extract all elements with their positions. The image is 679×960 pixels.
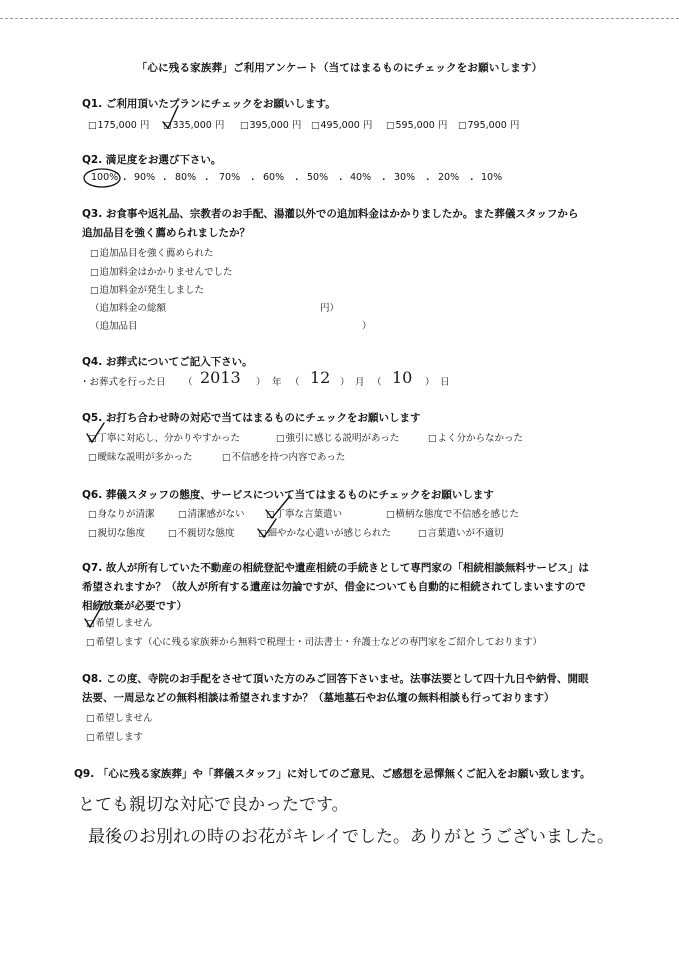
q2-separator: ・: [120, 175, 130, 186]
q1-option-795000[interactable]: □795,000 円: [458, 120, 520, 131]
q9-answer-line2: 最後のお別れの時のお花がキレイでした。ありがとうございました。: [88, 827, 614, 847]
q7-option-no[interactable]: □希望しません: [86, 618, 153, 629]
q6-option-unclean[interactable]: □清潔感がない: [178, 509, 245, 520]
q6-option-kind[interactable]: □親切な態度: [88, 528, 146, 539]
q4-month-close: ）: [340, 377, 350, 388]
q6-option-unkind[interactable]: □不親切な態度: [168, 528, 235, 539]
q4-month-value: 12: [310, 368, 331, 387]
q1-option-595000[interactable]: □595,000 円: [386, 120, 448, 131]
q6-option-polite-speech[interactable]: □丁寧な言葉遣い: [266, 509, 343, 520]
q3-option-extra-charged[interactable]: □追加料金が発生しました: [90, 285, 205, 296]
q8-option-yes[interactable]: □希望します: [86, 732, 144, 743]
q2-option-40[interactable]: 40%: [350, 172, 372, 183]
q8-label-line1: Q8. この度、寺院のお手配をさせて頂いた方のみご回答下さいませ。法事法要として四十九日や納骨、開眼: [82, 673, 589, 685]
q5-option-vague[interactable]: □曖昧な説明が多かった: [88, 452, 193, 463]
q5-option-pushy[interactable]: □強引に感じる説明があった: [276, 433, 400, 444]
q9-label: Q9. 「心に残る家族葬」や「葬儀スタッフ」に対してのご意見、ご感想を忌憚無くご記入をお願い致します。: [74, 768, 591, 780]
survey-title: 「心に残る家族葬」ご利用アンケート（当てはまるものにチェックをお願いします）: [136, 62, 543, 74]
q4-label: Q4. お葬式についてご記入下さい。: [82, 356, 253, 368]
q1-option-495000[interactable]: □495,000 円: [311, 120, 373, 131]
q7-label-line3: 相続放棄が必要です）: [82, 600, 187, 612]
q7-label-line1: Q7. 故人が所有していた不動産の相続登記や遺産相続の手続きとして専門家の「相続相談無料サービス」は: [82, 562, 589, 574]
q9-answer-line1: とても親切な対応で良かったです。: [78, 795, 349, 815]
q8-label-line2: 法要、一周忌などの無料相談は希望されますか？（墓地墓石やお仏壇の無料相談も行っております）: [82, 692, 555, 704]
q5-option-distrust[interactable]: □不信感を持つ内容であった: [222, 452, 346, 463]
q3-total-unit: 円）: [320, 303, 340, 314]
q4-day-close: ）: [425, 377, 435, 388]
q7-label-line2: 希望されますか？（故人が所有する遺産は勿論ですが、借金についても自動的に相続されてしまいますので: [82, 581, 586, 593]
q5-option-polite[interactable]: □丁寧に対応し、分かりやすかった: [88, 433, 241, 444]
q2-separator: ・: [292, 175, 302, 186]
q2-separator: ・: [202, 175, 212, 186]
q8-option-no[interactable]: □希望しません: [86, 713, 153, 724]
q3-total-label: （追加料金の総額: [90, 303, 167, 314]
q6-option-clean[interactable]: □身なりが清潔: [88, 509, 155, 520]
q3-option-recommended[interactable]: □追加品目を強く薦められた: [90, 248, 214, 259]
q4-year-open: （: [183, 377, 193, 388]
q2-separator: ・: [160, 175, 170, 186]
q4-year-value: 2013: [200, 368, 241, 387]
q3-option-no-extra[interactable]: □追加料金はかかりませんでした: [90, 267, 233, 278]
q1-option-175000[interactable]: □175,000 円: [88, 120, 150, 131]
q2-separator: ・: [423, 175, 433, 186]
q4-date-prefix: ・お葬式を行った日: [80, 377, 166, 388]
q2-separator: ・: [336, 175, 346, 186]
q1-option-335000[interactable]: □335,000 円: [163, 120, 225, 131]
q2-separator: ・: [467, 175, 477, 186]
q1-label: Q1. ご利用頂いたプランにチェックをお願いします。: [82, 98, 336, 110]
q1-option-395000[interactable]: □395,000 円: [240, 120, 302, 131]
q3-label-line1: Q3. お食事や返礼品、宗教者のお手配、湯灌以外での追加料金はかかりましたか。また葬儀スタッフから: [82, 208, 579, 220]
q3-items-close: ）: [362, 321, 372, 332]
q4-year-unit: 年: [272, 377, 282, 388]
q4-day-open: （: [372, 377, 382, 388]
q6-option-considerate[interactable]: □細やかな心遣いが感じられた: [258, 528, 392, 539]
q4-month-open: （: [290, 377, 300, 388]
scan-top-edge: [0, 18, 679, 19]
q5-label: Q5. お打ち合わせ時の対応で当てはまるものにチェックをお願いします: [82, 412, 421, 424]
q2-option-50[interactable]: 50%: [307, 172, 329, 183]
q2-option-60[interactable]: 60%: [263, 172, 285, 183]
q6-option-arrogant[interactable]: □横柄な態度で不信感を感じた: [386, 509, 520, 520]
q4-day-value: 10: [392, 368, 413, 387]
q4-month-unit: 月: [355, 377, 365, 388]
q6-option-bad-speech[interactable]: □言葉遣いが不適切: [418, 528, 504, 539]
q2-label: Q2. 満足度をお選び下さい。: [82, 154, 222, 166]
q2-option-80[interactable]: 80%: [175, 172, 197, 183]
q2-option-70[interactable]: 70%: [219, 172, 241, 183]
q3-label-line2: 追加品目を強く薦められましたか？: [82, 227, 250, 239]
q2-option-100[interactable]: 100%: [91, 172, 119, 183]
q4-day-unit: 日: [440, 377, 450, 388]
q5-option-unclear[interactable]: □よく分からなかった: [428, 433, 524, 444]
q2-option-90[interactable]: 90%: [134, 172, 156, 183]
q2-option-10[interactable]: 10%: [481, 172, 503, 183]
q2-option-20[interactable]: 20%: [438, 172, 460, 183]
q2-separator: ・: [248, 175, 258, 186]
q6-label: Q6. 葬儀スタッフの態度、サービスについて当てはまるものにチェックをお願いします: [82, 489, 494, 501]
q3-items-label: （追加品目: [90, 321, 138, 332]
q4-year-close: ）: [256, 377, 266, 388]
q2-separator: ・: [379, 175, 389, 186]
q2-option-30[interactable]: 30%: [394, 172, 416, 183]
q7-option-yes[interactable]: □希望します（心に残る家族葬から無料で税理士・司法書士・弁護士などの専門家をご紹介しております）: [86, 637, 543, 648]
